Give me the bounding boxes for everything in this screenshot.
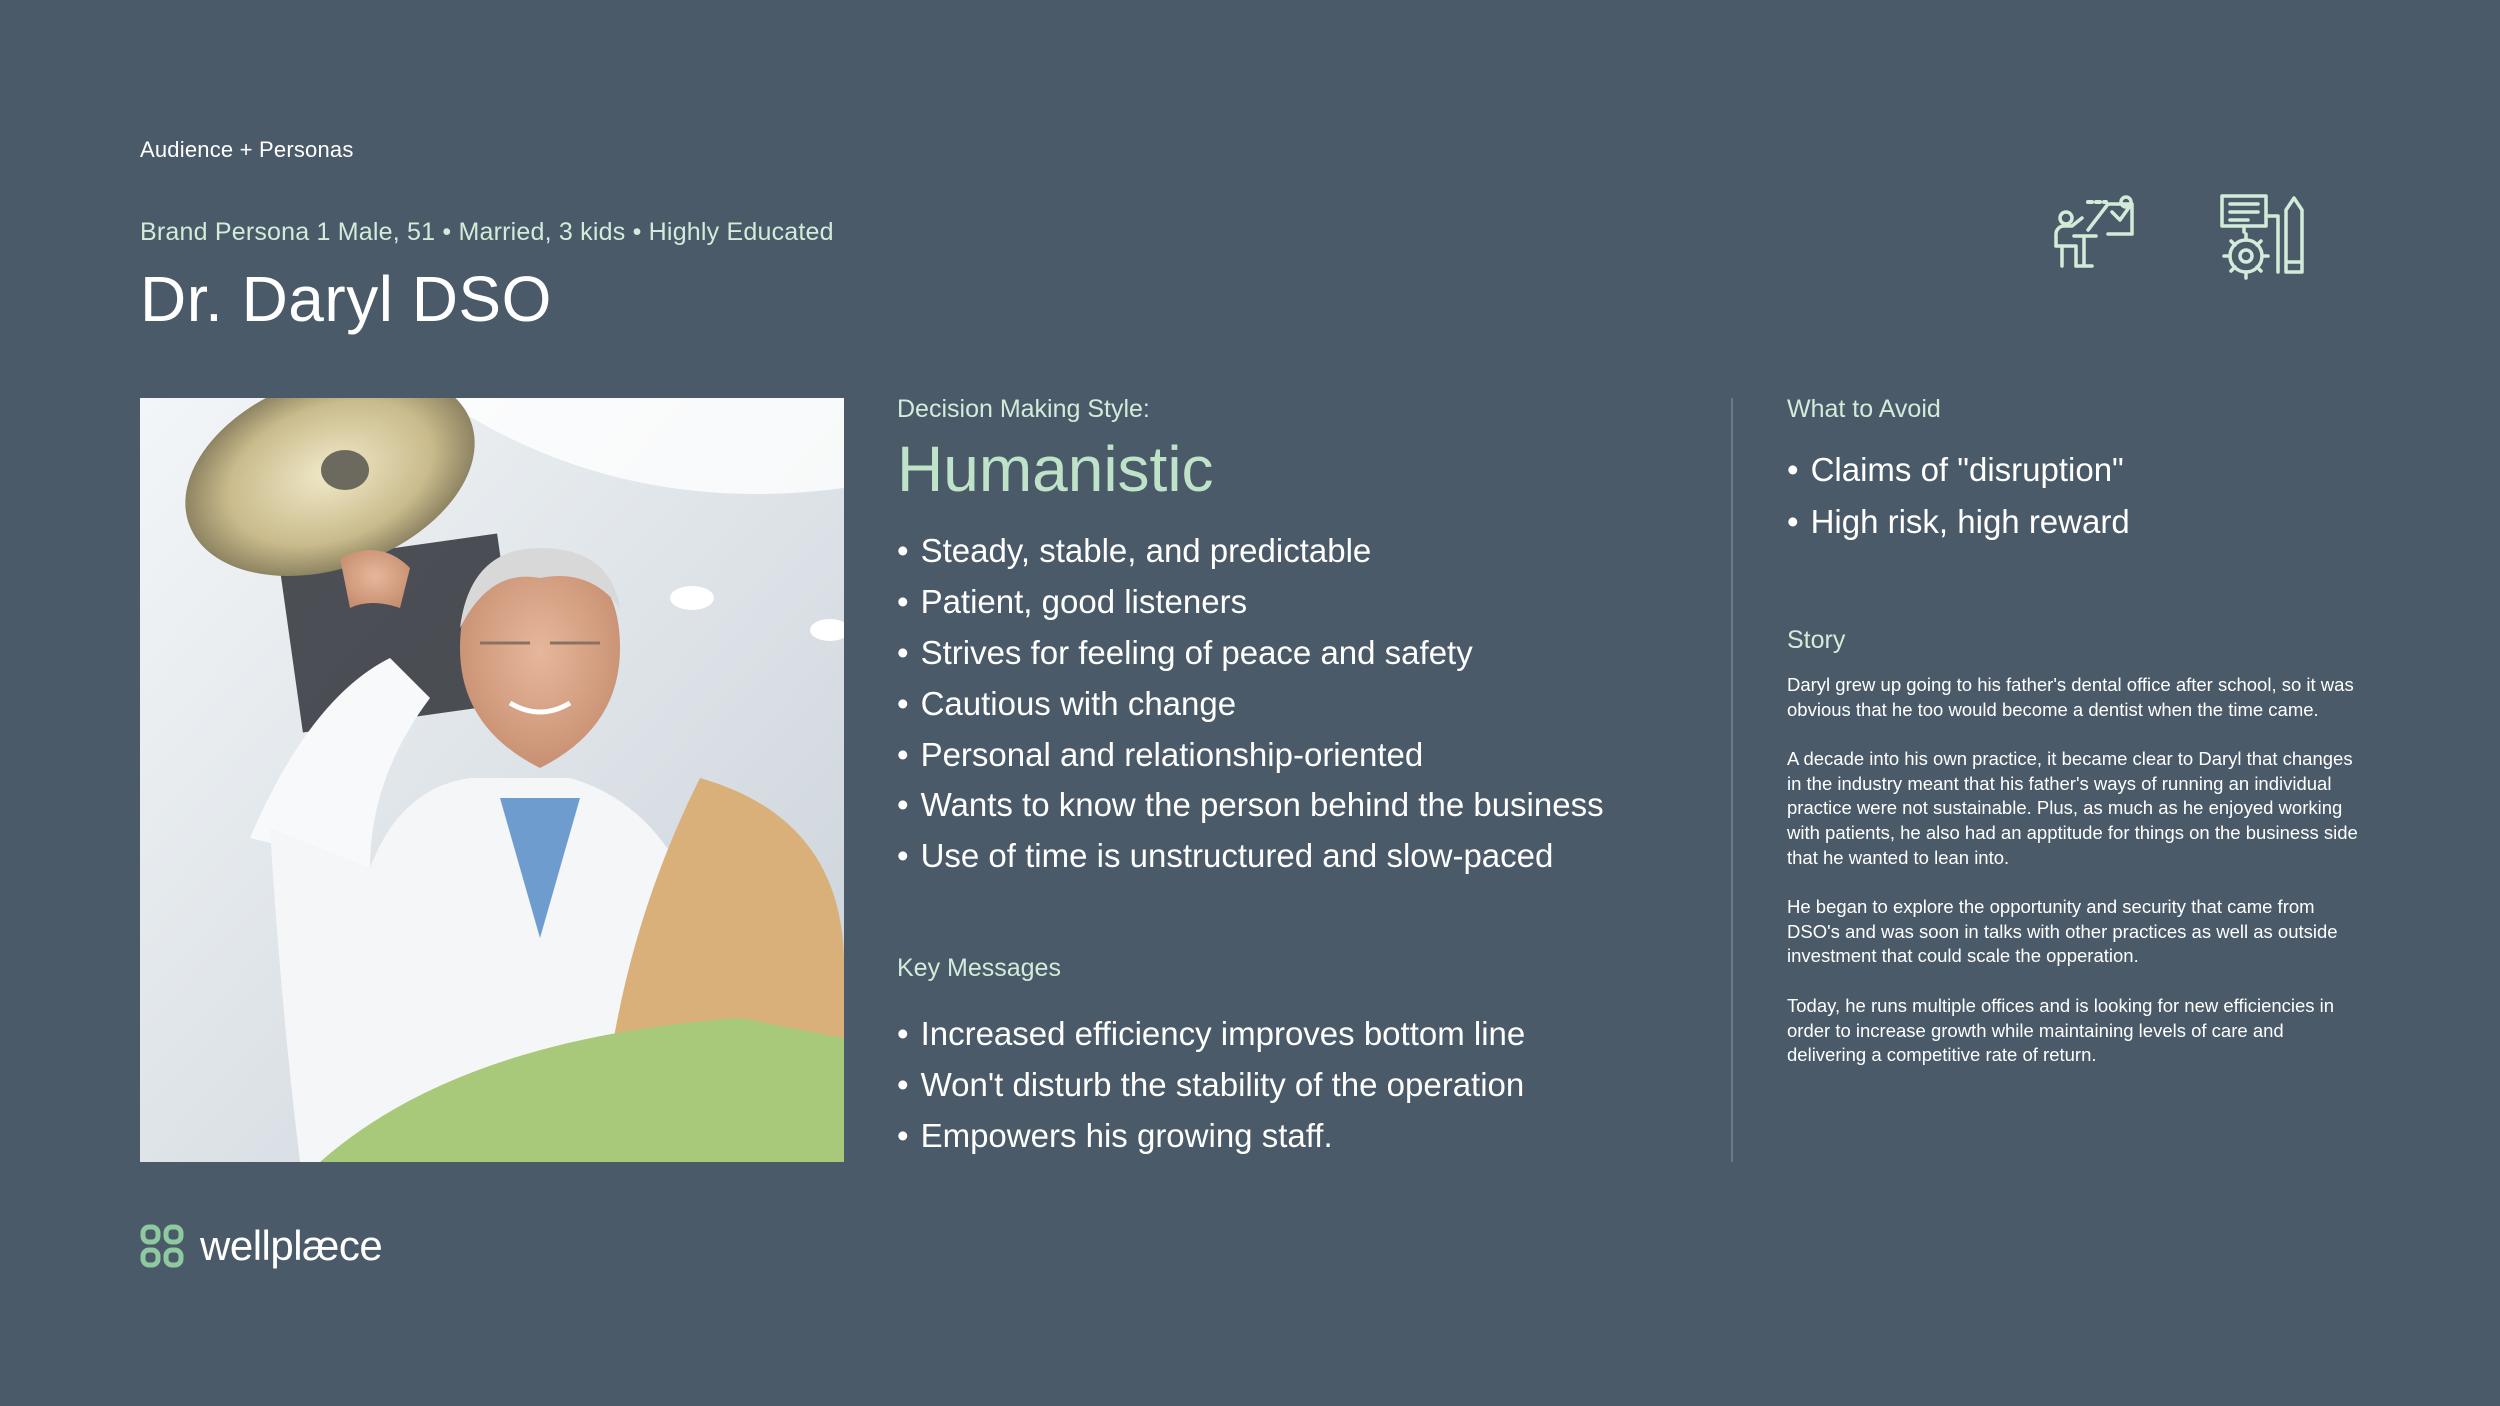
decision-label: Decision Making Style: bbox=[897, 395, 1150, 423]
content-settings-icon bbox=[2216, 190, 2312, 286]
persona-name: Dr. Daryl DSO bbox=[140, 263, 552, 335]
persona-meta: Brand Persona 1 Male, 51 • Married, 3 kids • Highly Educated bbox=[140, 218, 834, 246]
avoid-label: What to Avoid bbox=[1787, 395, 1941, 423]
logo-mark-icon bbox=[140, 1224, 184, 1268]
story-paragraph: Today, he runs multiple offices and is looking for new efficiencies in order to increase growth while maintaining levels of care and delivering a competitive rate of return. bbox=[1787, 994, 2335, 1066]
key-messages-label: Key Messages bbox=[897, 953, 1061, 982]
story-paragraph: Daryl grew up going to his father's dental office after school, so it was obvious that he too would become a dentist when the time came. bbox=[1787, 674, 2354, 720]
section-label: Audience + Personas bbox=[140, 137, 354, 162]
story-paragraph: A decade into his own practice, it became clear to Daryl that changes in the industry meant that his father's ways of running an individual practice were not sustainable. Plus, as much as he enjoyed working with patients, he also had an apptitude for things on the business side that he wanted to lean into. bbox=[1787, 748, 2358, 868]
list-item: • Use of time is unstructured and slow-paced bbox=[897, 831, 1717, 882]
story-label: Story bbox=[1787, 626, 1846, 654]
brand-logo bbox=[140, 1222, 382, 1270]
list-item: • Claims of "disruption" bbox=[1787, 444, 2367, 496]
story-paragraph: He began to explore the opportunity and security that came from DSO's and was soon in talks with other practices as well as outside investment that could scale the opperation. bbox=[1787, 896, 2338, 967]
dentist-photo bbox=[140, 398, 844, 1162]
list-item: • Won't disturb the stability of the operation bbox=[897, 1060, 1717, 1111]
list-item: • Empowers his growing staff. bbox=[897, 1111, 1717, 1162]
list-item: • Cautious with change bbox=[897, 679, 1717, 730]
column-divider bbox=[1731, 398, 1733, 1162]
trait-list bbox=[897, 526, 1717, 882]
logo-text: wellplæce bbox=[200, 1222, 383, 1269]
story-text bbox=[1787, 673, 2367, 1068]
list-item: • High risk, high reward bbox=[1787, 496, 2367, 548]
header-icons bbox=[2040, 190, 2320, 300]
list-item: • Wants to know the person behind the business bbox=[897, 780, 1717, 831]
list-item: • Patient, good listeners bbox=[897, 577, 1717, 628]
decision-style: Humanistic bbox=[897, 433, 1214, 505]
list-item: • Strives for feeling of peace and safety bbox=[897, 628, 1717, 679]
list-item: • Increased efficiency improves bottom line bbox=[897, 1009, 1717, 1060]
presentation-icon bbox=[2048, 190, 2144, 286]
right-column bbox=[1787, 395, 2367, 1093]
list-item: • Steady, stable, and predictable bbox=[897, 526, 1717, 577]
avoid-list bbox=[1787, 444, 2367, 548]
decision-column bbox=[897, 395, 1717, 1161]
list-item: • Personal and relationship-oriented bbox=[897, 730, 1717, 781]
key-messages-list bbox=[897, 1009, 1717, 1161]
